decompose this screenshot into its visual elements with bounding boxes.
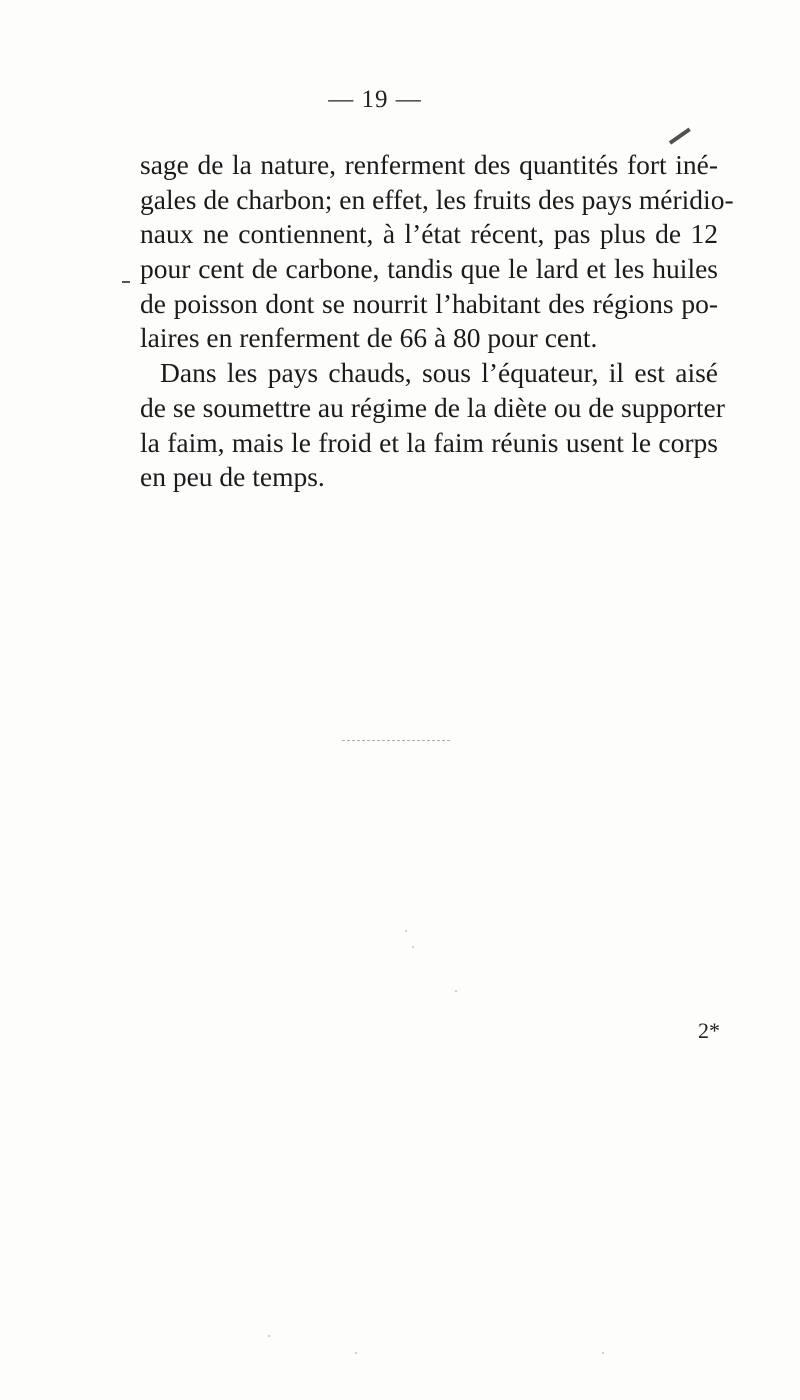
text-line: sage de la nature, renferment des quantités fort iné-	[140, 149, 718, 180]
section-rule	[342, 740, 450, 741]
text-line: de se soumettre au régime de la diète ou de supporter	[140, 391, 725, 423]
text-line: Dans les pays chauds, sous l’équateur, il est aisé	[160, 357, 718, 389]
text-line: laires en renferment de 66 à 80 pour cent.	[140, 322, 598, 354]
text-line: gales de charbon; en effet, les fruits des pays méridio-	[140, 183, 734, 215]
paper-speck	[268, 1335, 270, 1337]
text-line: en peu de temps.	[140, 461, 325, 493]
text-line: pour cent de carbone, tandis que le lard et les huiles	[140, 253, 718, 285]
margin-mark	[122, 281, 130, 283]
text-line: de poisson dont se nourrit l’habitant des régions po-	[140, 287, 718, 319]
signature-mark: 2*	[698, 1018, 720, 1043]
text-line: la faim, mais le froid et la faim réunis usent le corps	[140, 426, 718, 458]
text-line: naux ne contiennent, à l’état récent, pas plus de 12	[140, 218, 718, 250]
paper-speck	[602, 1352, 604, 1354]
body-text	[140, 148, 734, 495]
paper-speck	[455, 990, 457, 992]
page-number: — 19 —	[328, 86, 422, 113]
paper-speck	[355, 1352, 357, 1354]
paper-speck	[405, 930, 407, 932]
paper-speck	[412, 946, 414, 948]
pencil-mark	[669, 128, 691, 145]
